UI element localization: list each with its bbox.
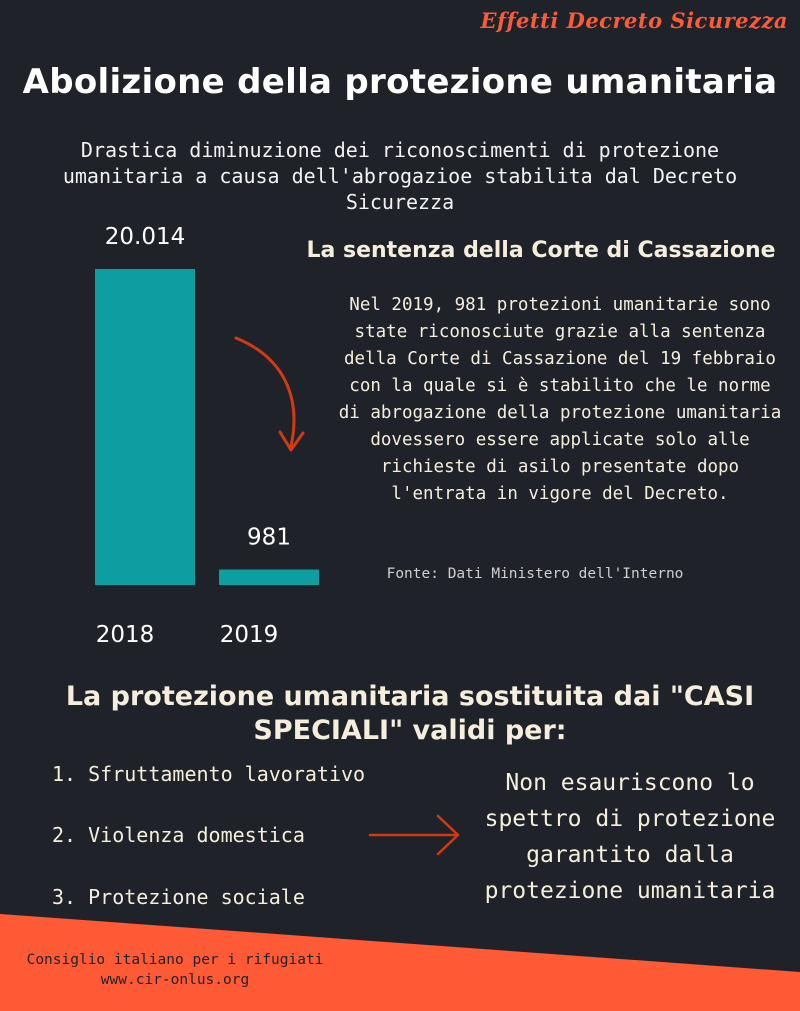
footer-url: www.cir-onlus.org (100, 972, 250, 988)
ruling-heading: La sentenza della Corte di Cassazione (306, 238, 776, 263)
curved-arrow-icon (236, 338, 294, 446)
footer-organization: Consiglio italiano per i rifugiati (26, 952, 324, 968)
conclusion-text: Non esauriscono lo spettro di protezione garantito dalla protezione umanitaria (484, 770, 776, 904)
arrow-right-icon (368, 810, 463, 860)
tick-label-2018: 2018 (95, 622, 155, 648)
special-case-item: 2. Violenza domestica (52, 823, 305, 847)
ruling-text: Nel 2019, 981 protezioni umanitarie sono state riconosciute grazie alla sentenza della Corte di Cassazione del 19 febbraio con la quale si è stabilito che le norme di abrogazione della protezione umanitaria dovessero essere applicate solo alle richieste di asilo presentate dopo l'entrata in vigore del Decreto. (338, 295, 782, 504)
bar-2019 (219, 570, 319, 585)
special-cases-heading: La protezione umanitaria sostituita dai "CASI SPECIALI" validi per: (65, 681, 755, 746)
special-case-item: 3. Protezione sociale (52, 885, 305, 909)
data-label-2019: 981 (247, 524, 291, 551)
source-note: Fonte: Dati Ministero dell'Interno (386, 566, 684, 582)
special-case-item: 1. Sfruttamento lavorativo (52, 762, 366, 786)
header-tag: Effetti Decreto Sicurezza (480, 8, 788, 33)
bar-2018 (95, 269, 195, 585)
page-subtitle: Drastica diminuzione dei riconoscimenti di protezione umanitaria a causa dell'abrogazioe stabilita dal Decreto Sicurezza (62, 138, 738, 214)
page-title: Abolizione della protezione umanitaria (22, 62, 778, 102)
bar-chart (0, 210, 340, 660)
data-label-2018: 20.014 (104, 224, 186, 250)
tick-label-2019: 2019 (219, 622, 279, 648)
